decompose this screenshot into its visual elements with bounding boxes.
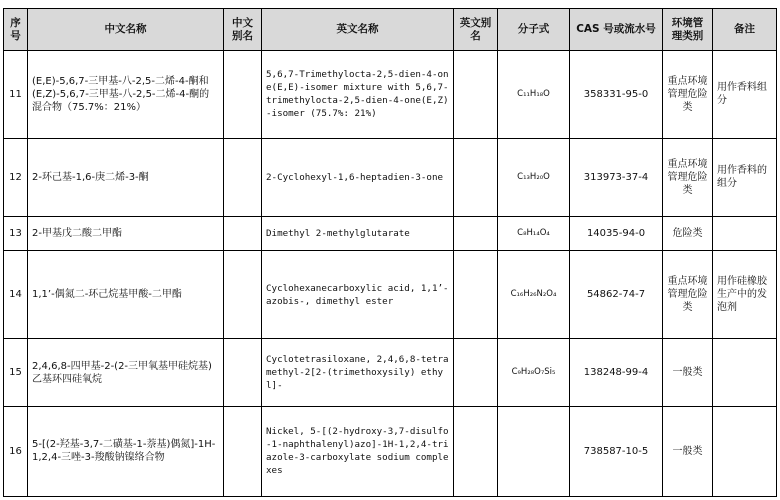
cell-formula: C₁₆H₂₆N₂O₄ bbox=[498, 251, 570, 339]
cell-en-alias bbox=[454, 251, 498, 339]
cell-remark bbox=[713, 339, 777, 407]
cell-remark bbox=[713, 216, 777, 251]
cell-seq: 15 bbox=[4, 339, 28, 407]
cell-remark bbox=[713, 406, 777, 496]
table-row bbox=[4, 406, 777, 496]
cell-cas: 54862-74-7 bbox=[570, 251, 663, 339]
header-en-name: 英文名称 bbox=[262, 9, 454, 51]
cell-category: 重点环境管理危险类 bbox=[663, 138, 713, 216]
header-cn-name: 中文名称 bbox=[28, 9, 224, 51]
cell-remark: 用作香料组分 bbox=[713, 51, 777, 139]
cell-cn-name: 2-环己基-1,6-庚二烯-3-酮 bbox=[28, 138, 224, 216]
cell-cn-name: 2,4,6,8-四甲基-2-(2-三甲氧基甲硅烷基)乙基环四硅氧烷 bbox=[28, 339, 224, 407]
cell-en-alias bbox=[454, 339, 498, 407]
cell-cas: 138248-99-4 bbox=[570, 339, 663, 407]
cell-en-name: Cyclotetrasiloxane, 2,4,6,8-tetramethyl-2[2-(trimethoxysily) ethyl]- bbox=[262, 339, 454, 407]
table-row bbox=[4, 216, 777, 251]
cell-category: 一般类 bbox=[663, 406, 713, 496]
header-category: 环境管理类别 bbox=[663, 9, 713, 51]
cell-en-alias bbox=[454, 406, 498, 496]
cell-seq: 12 bbox=[4, 138, 28, 216]
cell-formula: C₈H₁₄O₄ bbox=[498, 216, 570, 251]
cell-remark: 用作香料的组分 bbox=[713, 138, 777, 216]
cell-formula: C₁₃H₂₀O bbox=[498, 138, 570, 216]
cell-en-alias bbox=[454, 216, 498, 251]
cell-cn-name: 5-[(2-羟基-3,7-二磺基-1-萘基)偶氮]-1H-1,2,4-三唑-3-羧酸钠镍络合物 bbox=[28, 406, 224, 496]
cell-cn-name: (E,E)-5,6,7-三甲基-八-2,5-二烯-4-酮和(E,Z)-5,6,7-三甲基-八-2,5-二烯-4-酮的混合物（75.7%：21%） bbox=[28, 51, 224, 139]
table-row bbox=[4, 251, 777, 339]
cell-category: 一般类 bbox=[663, 339, 713, 407]
table-row bbox=[4, 138, 777, 216]
cell-cas: 313973-37-4 bbox=[570, 138, 663, 216]
cell-formula: C₉H₂₈O₇Si₅ bbox=[498, 339, 570, 407]
cell-cas: 14035-94-0 bbox=[570, 216, 663, 251]
cell-formula: C₁₁H₁₈O bbox=[498, 51, 570, 139]
cell-seq: 14 bbox=[4, 251, 28, 339]
cell-category: 重点环境管理危险类 bbox=[663, 251, 713, 339]
cell-seq: 16 bbox=[4, 406, 28, 496]
cell-en-name: Cyclohexanecarboxylic acid, 1,1’-azobis-, dimethyl ester bbox=[262, 251, 454, 339]
header-cas: CAS 号或流水号 bbox=[570, 9, 663, 51]
cell-cn-alias bbox=[224, 138, 262, 216]
cell-cn-name: 1,1’-偶氮二-环己烷基甲酸-二甲酯 bbox=[28, 251, 224, 339]
table-row bbox=[4, 51, 777, 139]
cell-cn-alias bbox=[224, 251, 262, 339]
cell-seq: 13 bbox=[4, 216, 28, 251]
cell-category: 危险类 bbox=[663, 216, 713, 251]
cell-en-name: Nickel, 5-[(2-hydroxy-3,7-disulfo-1-naphthalenyl)azo]-1H-1,2,4-triazole-3-carboxylate sodium complexes bbox=[262, 406, 454, 496]
cell-cas: 738587-10-5 bbox=[570, 406, 663, 496]
cell-cn-alias bbox=[224, 216, 262, 251]
cell-en-name: Dimethyl 2-methylglutarate bbox=[262, 216, 454, 251]
cell-cn-alias bbox=[224, 51, 262, 139]
header-formula: 分子式 bbox=[498, 9, 570, 51]
cell-seq: 11 bbox=[4, 51, 28, 139]
header-cn-alias: 中文别名 bbox=[224, 9, 262, 51]
header-row bbox=[4, 9, 777, 51]
cell-en-alias bbox=[454, 51, 498, 139]
cell-formula bbox=[498, 406, 570, 496]
cell-en-alias bbox=[454, 138, 498, 216]
cell-remark: 用作硅橡胶生产中的发泡剂 bbox=[713, 251, 777, 339]
header-en-alias: 英文别名 bbox=[454, 9, 498, 51]
cell-en-name: 2-Cyclohexyl-1,6-heptadien-3-one bbox=[262, 138, 454, 216]
cell-cn-alias bbox=[224, 406, 262, 496]
cell-en-name: 5,6,7-Trimethylocta-2,5-dien-4-one(E,E)-isomer mixture with 5,6,7-trimethylocta-2,5-dien-4-one(E,Z)-isomer (75.7%: 21%) bbox=[262, 51, 454, 139]
cell-cn-name: 2-甲基戊二酸二甲酯 bbox=[28, 216, 224, 251]
cell-cas: 358331-95-0 bbox=[570, 51, 663, 139]
cell-cn-alias bbox=[224, 339, 262, 407]
chemical-list-table bbox=[3, 8, 777, 497]
table-row bbox=[4, 339, 777, 407]
header-remark: 备注 bbox=[713, 9, 777, 51]
header-seq: 序号 bbox=[4, 9, 28, 51]
cell-category: 重点环境管理危险类 bbox=[663, 51, 713, 139]
